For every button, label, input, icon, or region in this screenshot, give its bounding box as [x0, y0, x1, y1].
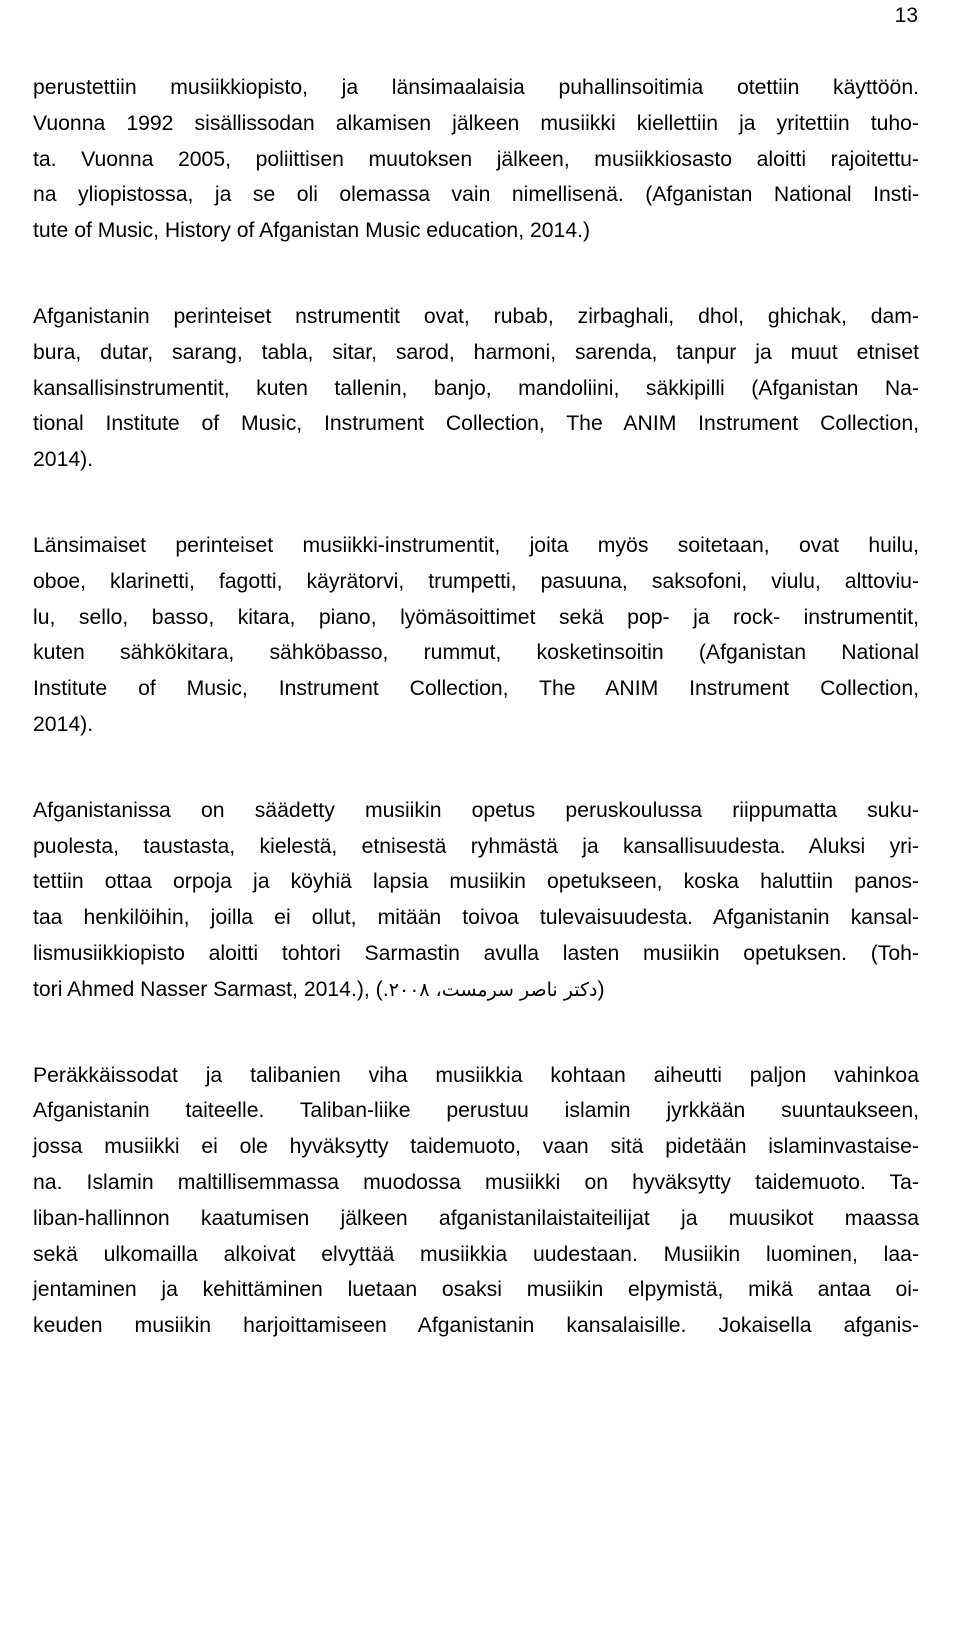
text-line: tute of Music, History of Afganistan Music education, 2014.) [33, 219, 591, 243]
text-line: jentaminen ja kehittäminen luetaan osaksi musiikin elpymistä, mikä antaa oi- [33, 1278, 919, 1302]
paragraph-1 [33, 70, 919, 249]
text-line: Peräkkäissodat ja talibanien viha musiikkia kohtaan aiheutti paljon vahinkoa [33, 1063, 919, 1087]
text-line: 2014). [33, 448, 94, 472]
text-line: lu, sello, basso, kitara, piano, lyömäsoittimet sekä pop- ja rock- instrumentit, [33, 605, 919, 629]
text-line: na yliopistossa, ja se oli olemassa vain nimellisenä. (Afganistan National Insti- [33, 183, 919, 207]
text-line: Afganistanin perinteiset nstrumentit ovat, rubab, zirbaghali, dhol, ghichak, dam- [33, 304, 919, 328]
citation-latin: tori Ahmed Nasser Sarmast, 2014.), ( [33, 977, 383, 1001]
text-line: taa henkilöihin, joilla ei ollut, mitään toivoa tulevaisuudesta. Afganistanin kansal- [33, 906, 919, 930]
text-line: kansallisinstrumentit, kuten tallenin, banjo, mandoliini, säkkipilli (Afganistan Na- [33, 376, 919, 400]
text-line: ta. Vuonna 2005, poliittisen muutoksen jälkeen, musiikkiosasto aloitti rajoitettu- [33, 147, 919, 171]
text-line: Vuonna 1992 sisällissodan alkamisen jälkeen musiikki kiellettiin ja yritettiin tuho- [33, 111, 919, 135]
text-line: lismusiikkiopisto aloitti tohtori Sarmastin avulla lasten musiikin opetuksen. (Toh- [33, 941, 919, 965]
text-line: bura, dutar, sarang, tabla, sitar, sarod, harmoni, sarenda, tanpur ja muut etniset [33, 340, 919, 364]
page-number: 13 [894, 4, 918, 27]
citation-close: ) [597, 977, 605, 1001]
text-line: perustettiin musiikkiopisto, ja länsimaalaisia puhallinsoitimia otettiin käyttöön. [33, 76, 919, 99]
citation-persian: دکتر ناصر سرمست، ۲۰۰۸. [382, 978, 598, 1001]
paragraph-2 [33, 299, 919, 478]
citation-line [33, 972, 919, 1008]
text-line: tional Institute of Music, Instrument Collection, The ANIM Instrument Collection, [33, 412, 919, 436]
document-body [33, 70, 919, 1394]
text-line: keuden musiikin harjoittamiseen Afganistanin kansalaisille. Jokaisella afganis- [33, 1314, 919, 1338]
text-line: puolesta, taustasta, kielestä, etnisestä ryhmästä ja kansallisuudesta. Aluksi yri- [33, 834, 919, 858]
text-line: sekä ulkomailla alkoivat elvyttää musiikkia uudestaan. Musiikin luominen, laa- [33, 1242, 919, 1266]
text-line: Afganistanissa on säädetty musiikin opetus peruskoulussa riippumatta suku- [33, 798, 919, 822]
paragraph-5 [33, 1058, 919, 1344]
text-line: jossa musiikki ei ole hyväksytty taidemuoto, vaan sitä pidetään islaminvastaise- [33, 1135, 919, 1159]
text-line: 2014). [33, 712, 94, 736]
paragraph-3 [33, 528, 919, 743]
text-line: oboe, klarinetti, fagotti, käyrätorvi, trumpetti, pasuuna, saksofoni, viulu, alttoviu- [33, 569, 919, 593]
paragraph-4 [33, 793, 919, 1008]
text-line: kuten sähkökitara, sähköbasso, rummut, kosketinsoitin (Afganistan National [33, 641, 919, 665]
text-line: liban-hallinnon kaatumisen jälkeen afganistanilaistaiteilijat ja muusikot maassa [33, 1206, 919, 1230]
text-line: Afganistanin taiteelle. Taliban-liike perustuu islamin jyrkkään suuntaukseen, [33, 1099, 919, 1123]
text-line: na. Islamin maltillisemmassa muodossa musiikki on hyväksytty taidemuoto. Ta- [33, 1170, 919, 1194]
text-line: tettiin ottaa orpoja ja köyhiä lapsia musiikin opetukseen, koska haluttiin panos- [33, 870, 919, 894]
text-line: Institute of Music, Instrument Collection, The ANIM Instrument Collection, [33, 677, 919, 701]
text-line: Länsimaiset perinteiset musiikki-instrumentit, joita myös soitetaan, ovat huilu, [33, 533, 919, 557]
